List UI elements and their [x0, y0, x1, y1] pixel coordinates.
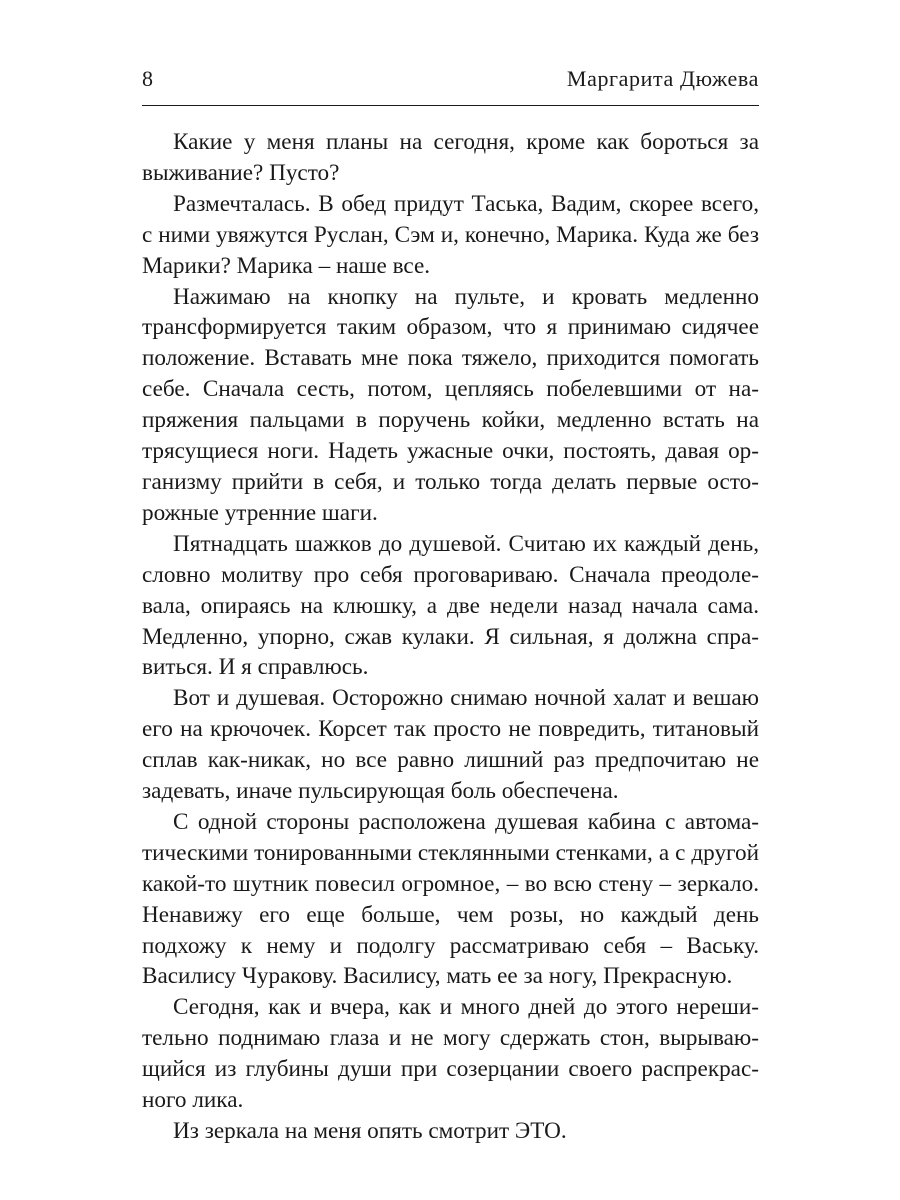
paragraph: Размечталась. В обед придут Таська, Вадим, скорее всего, с ними увяжутся Руслан, Сэм и, конечно, Марика. Куда же без Марики? Марика – наше все.: [142, 190, 759, 279]
paragraph: Из зеркала на меня опять смотрит ЭТО.: [173, 1118, 567, 1144]
paragraph: Сегодня, как и вчера, как и много дней до этого нерешительно поднимаю глаза и не могу сдержать стон, вырывающийся из глубины души при созерцании своего распрекрасного лика.: [142, 994, 759, 1114]
running-head-author: Маргарита Дюжева: [566, 66, 759, 91]
paragraph: Какие у меня планы на сегодня, кроме как бороться за выживание? Пусто?: [142, 129, 759, 186]
paragraph: Пятнадцать шажков до душевой. Считаю их каждый день, словно молитву про себя проговариваю. Сначала преодолевала, опираясь на клюшку, а две недели назад начала сама. Медленно, упорно, сжав кулаки. Я сильная, я должна справиться. И я справлюсь.: [142, 530, 759, 681]
paragraph: Вот и душевая. Осторожно снимаю ночной халат и вешаю его на крючочек. Корсет так просто не повредить, титановый сплав как-никак, но все равно лишний раз предпочитаю не задевать, иначе пульсирующая боль обеспечена.: [142, 685, 759, 805]
paragraph: С одной стороны расположена душевая кабина с автоматическими тонированными стеклянными стенками, а с другой какой-то шутник повесил огромное, – во всю стену – зеркало. Ненавижу его еще больше, чем розы, но каждый день подхожу к нему и подолгу рассматриваю себя – Ваську. Василису Чуракову. Василису, мать ее за ногу, Прекрасную.: [142, 808, 759, 990]
paragraph: Нажимаю на кнопку на пульте, и кровать медленно трансформируется таким образом, что я принимаю сидячее положение. Вставать мне пока тяжело, приходится помогать себе. Сначала сесть, потом, цепляясь побелевшими от напряжения пальцами в поручень койки, медленно встать на трясущиеся ноги. Надеть ужасные очки, постоять, давая организму прийти в себя, и только тогда делать первые осторожные утренние шаги.: [142, 283, 759, 526]
running-head: [142, 66, 759, 102]
body-text: [142, 127, 759, 1147]
page-number: 8: [142, 66, 154, 91]
header-rule: [142, 105, 759, 106]
